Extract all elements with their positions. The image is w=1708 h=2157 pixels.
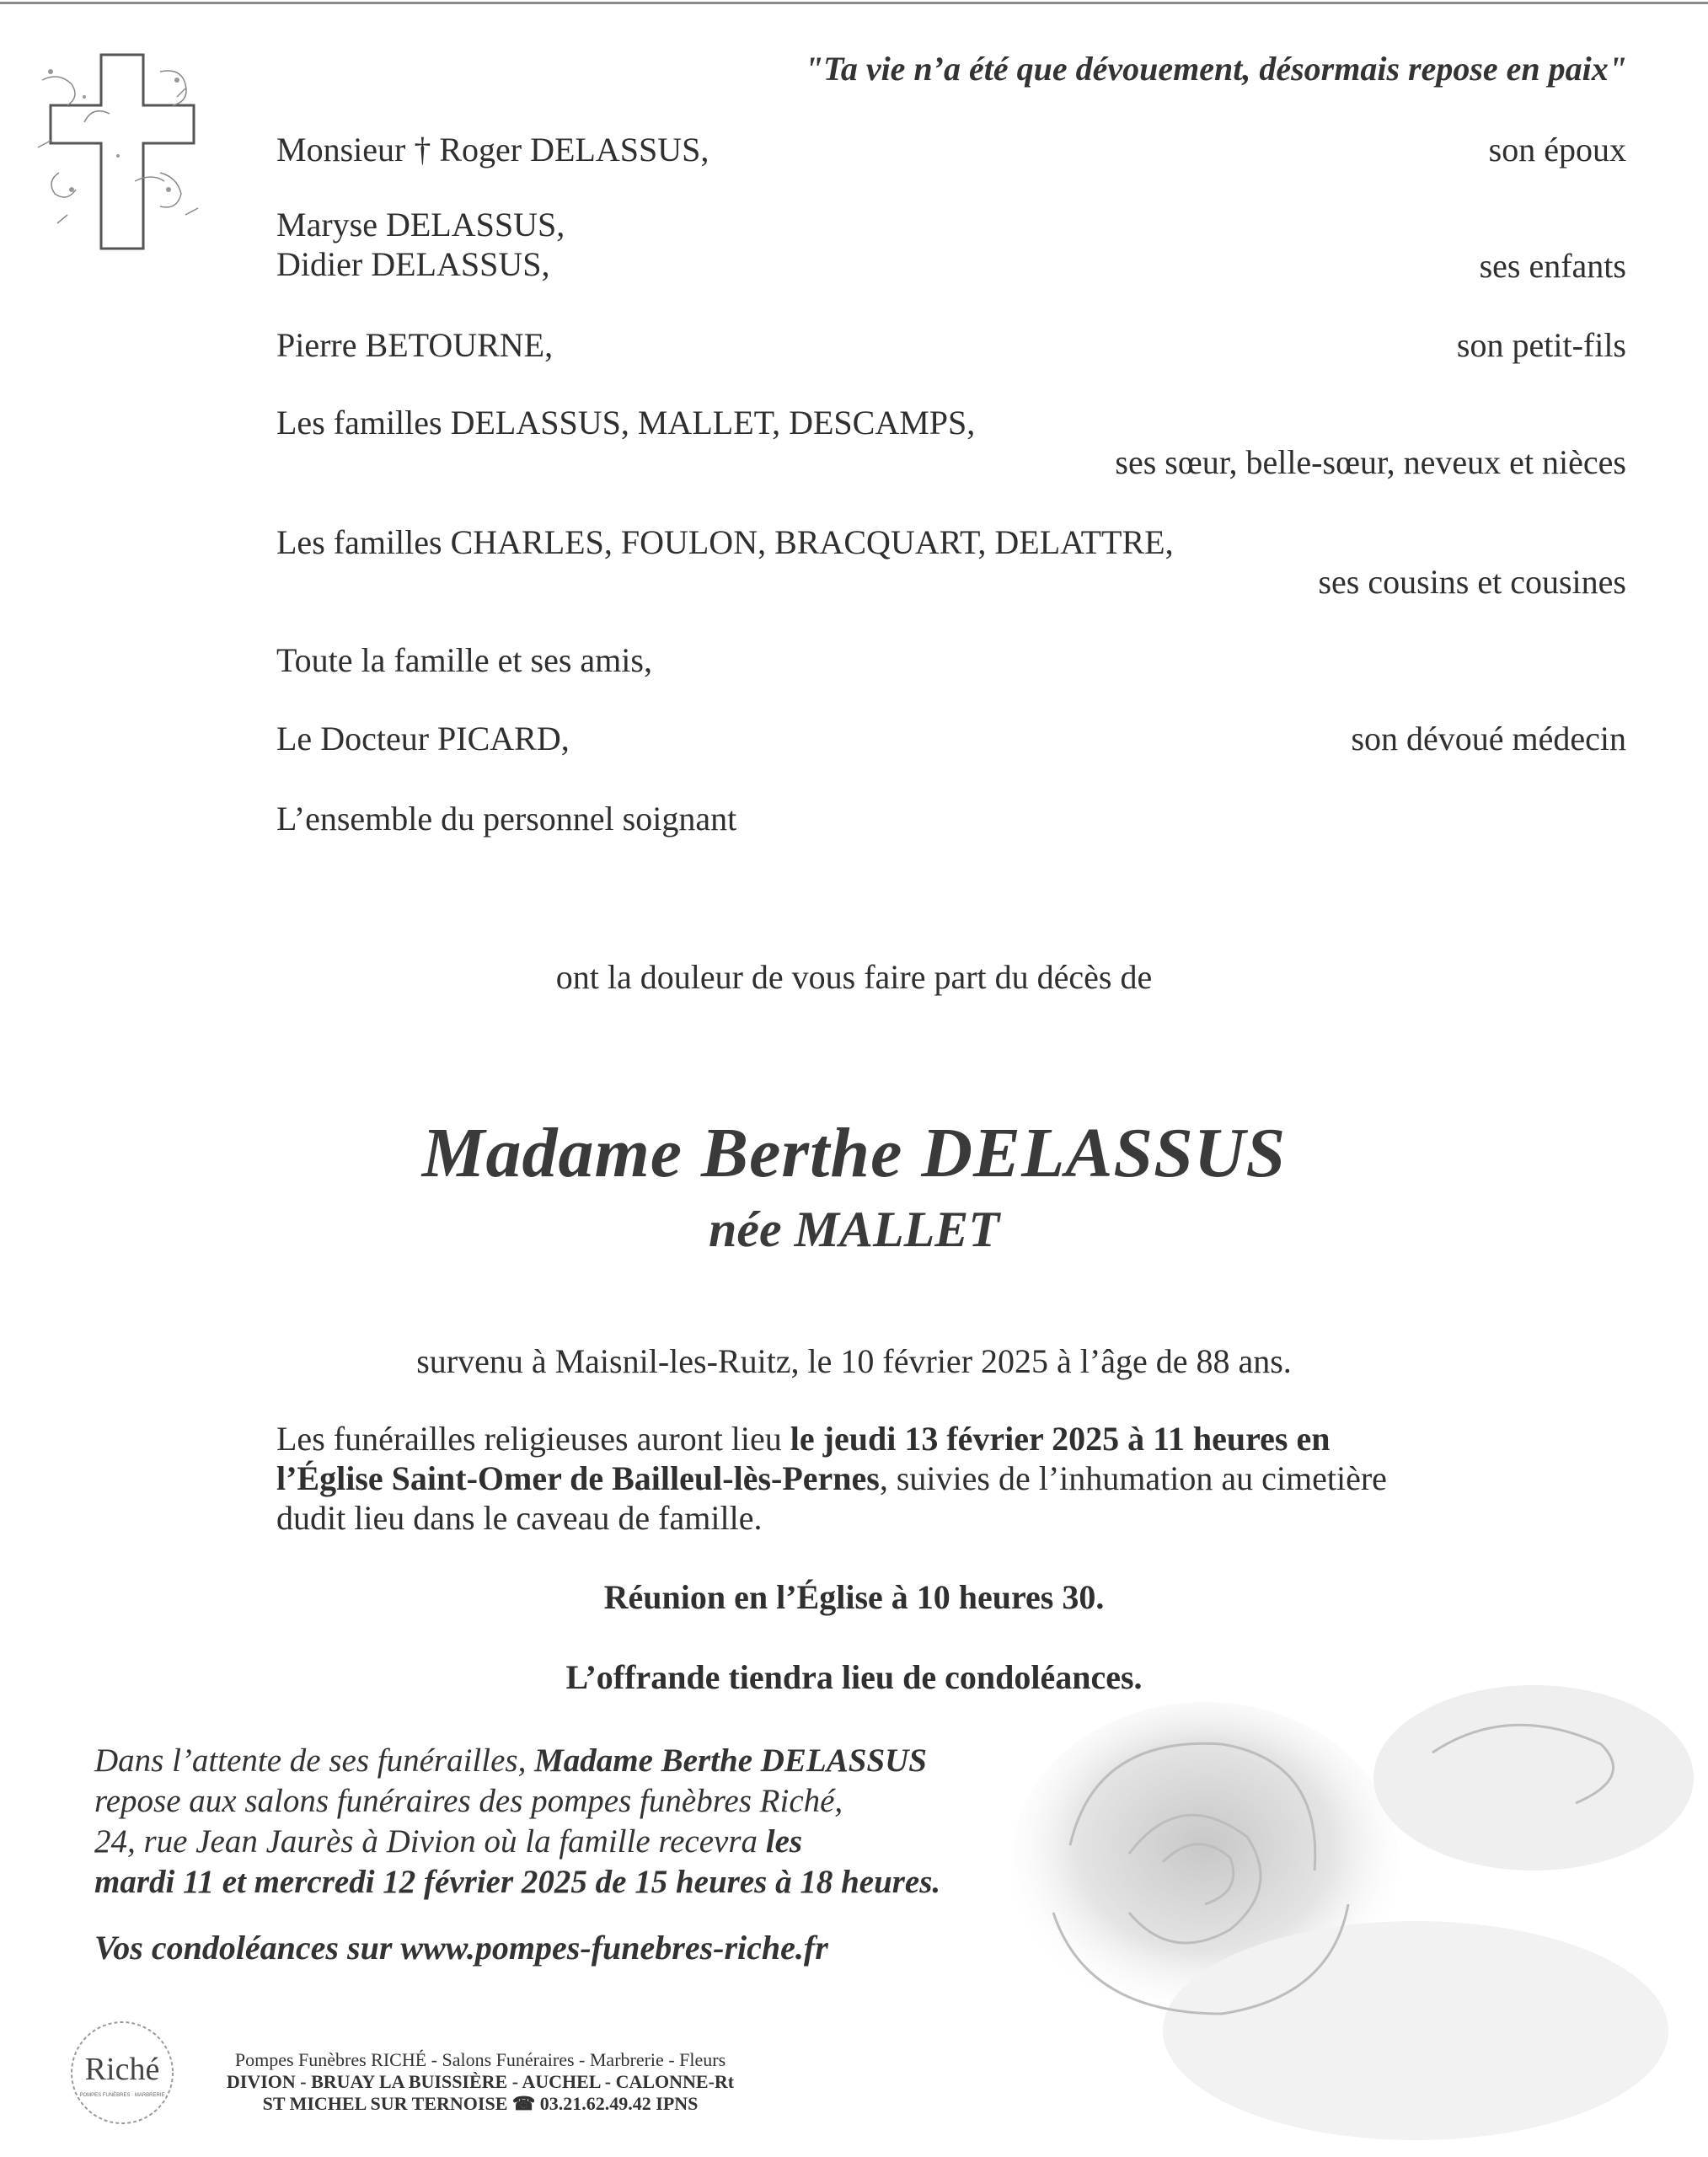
visitation-info — [94, 1741, 1190, 1903]
death-info: survenu à Maisnil-les-Ruitz, le 10 février 2025 à l’âge de 88 ans. — [416, 1342, 1292, 1380]
top-border — [0, 2, 1708, 4]
offering-info: L’offrande tiendra lieu de condoléances. — [565, 1658, 1143, 1696]
family-name-5: Les familles CHARLES, FOULON, BRACQUART, DELATTRE, — [276, 523, 1174, 561]
family-name-2b: Didier DELASSUS, — [276, 245, 550, 283]
funeral-church: l’Église Saint-Omer de Bailleul-lès-Pernes — [276, 1459, 880, 1497]
riche-logo — [67, 2014, 177, 2132]
meeting-info: Réunion en l’Église à 10 heures 30. — [603, 1578, 1105, 1616]
funeral-text-2: , suivies de l’inhumation au cimetière — [879, 1459, 1387, 1497]
announcement: ont la douleur de vous faire part du décès de — [555, 958, 1153, 996]
family-name-2a: Maryse DELASSUS, — [276, 206, 565, 244]
condolences-link: Vos condoléances sur www.pompes-funebres-riche.fr — [94, 1929, 828, 1967]
logo-text: Riché — [84, 2052, 160, 2087]
visitation-text-2: repose aux salons funéraires des pompes funèbres Riché, — [94, 1783, 843, 1819]
funeral-text-3: dudit lieu dans le caveau de famille. — [276, 1499, 763, 1537]
family-relation-2: ses enfants — [1479, 247, 1626, 285]
family-name-3: Pierre BETOURNE, — [276, 326, 554, 364]
family-relation-7: son dévoué médecin — [1351, 720, 1626, 757]
visitation-dates: mardi 11 et mercredi 12 février 2025 de 15 heures à 18 heures. — [94, 1864, 941, 1900]
deceased-name: Madame Berthe DELASSUS — [421, 1114, 1287, 1192]
funeral-date: le jeudi 13 février 2025 à 11 heures en — [790, 1420, 1331, 1458]
family-name-4: Les familles DELASSUS, MALLET, DESCAMPS, — [276, 404, 976, 442]
deceased-maiden-name: née MALLET — [709, 1202, 999, 1257]
family-relation-5: ses cousins et cousines — [1318, 563, 1626, 601]
family-name-8: L’ensemble du personnel soignant — [276, 800, 737, 838]
footer-line-1: Pompes Funèbres RICHÉ - Salons Funéraires - Marbrerie - Fleurs — [234, 2049, 726, 2070]
visitation-text-3: les — [765, 1823, 803, 1860]
family-name-1: Monsieur † Roger DELASSUS, — [276, 131, 709, 169]
cross-icon — [34, 46, 211, 257]
family-relation-4: ses sœur, belle-sœur, neveux et nièces — [1115, 443, 1626, 481]
funeral-text-1: Les funérailles religieuses auront lieu — [276, 1420, 790, 1458]
logo-subtext: POMPES FUNÈBRES · MARBRERIE — [79, 2093, 165, 2098]
visitation-address: 24, rue Jean Jaurès à Divion où la famille recevra — [94, 1823, 766, 1860]
funeral-details — [276, 1419, 1456, 1538]
epitaph-quote: "Ta vie n’a été que dévouement, désormais repose en paix" — [804, 50, 1627, 88]
visitation-text-1: Dans l’attente de ses funérailles, — [94, 1742, 535, 1779]
visitation-name: Madame Berthe DELASSUS — [534, 1742, 927, 1779]
footer-line-2: DIVION - BRUAY LA BUISSIÈRE - AUCHEL - CALONNE-Rt — [226, 2071, 735, 2092]
family-relation-3: son petit-fils — [1456, 326, 1626, 364]
family-relation-1: son époux — [1488, 131, 1626, 169]
family-name-7: Le Docteur PICARD, — [276, 720, 570, 757]
family-name-6: Toute la famille et ses amis, — [276, 641, 652, 679]
footer-line-3: ST MICHEL SUR TERNOISE ☎ 03.21.62.49.42 IPNS — [262, 2093, 699, 2114]
